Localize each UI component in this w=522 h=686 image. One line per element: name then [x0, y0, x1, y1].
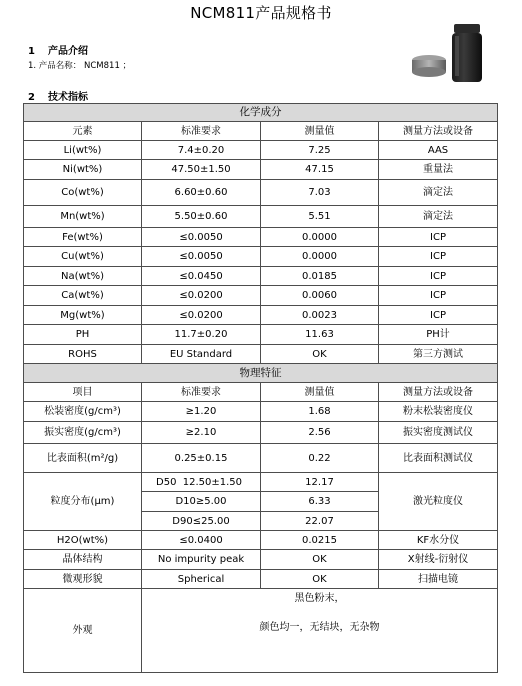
table-row	[24, 422, 498, 444]
column-header: 项目	[24, 383, 142, 402]
psd-label: 粒度分布(μm)	[24, 473, 142, 531]
table-cell: 0.25±0.15	[142, 444, 261, 473]
table-cell: OK	[261, 550, 379, 570]
table-row	[24, 402, 498, 422]
column-header: 元素	[24, 122, 142, 141]
table-cell: ≤0.0200	[142, 306, 261, 325]
psd-d10-std: D10≥5.00	[142, 492, 261, 512]
table-cell: 振实密度(g/cm³)	[24, 422, 142, 444]
table-cell: 重量法	[379, 160, 498, 180]
psd-d50-std	[142, 473, 261, 492]
table-cell: 比表面积(m²/g)	[24, 444, 142, 473]
table-row	[24, 228, 498, 247]
table-cell: ICP	[379, 228, 498, 247]
table-cell: 粉末松装密度仪	[379, 402, 498, 422]
psd-d50-name: D50	[156, 476, 177, 488]
table-cell: OK	[261, 345, 379, 364]
table-cell: 11.7±0.20	[142, 325, 261, 345]
section-title: 技术指标	[48, 92, 88, 103]
table-cell: ≥1.20	[142, 402, 261, 422]
psd-d50-range: 12.50±1.50	[182, 476, 242, 488]
table-cell: KF水分仪	[379, 531, 498, 550]
table-cell: Mg(wt%)	[24, 306, 142, 325]
table-row	[24, 444, 498, 473]
table-cell: ≤0.0450	[142, 267, 261, 286]
spec-table	[23, 103, 498, 673]
table-row	[24, 286, 498, 306]
table-cell: 7.4±0.20	[142, 141, 261, 160]
table-cell: 0.0185	[261, 267, 379, 286]
table-cell: ROHS	[24, 345, 142, 364]
table-cell: 0.0215	[261, 531, 379, 550]
table-cell: Mn(wt%)	[24, 206, 142, 228]
column-header: 测量值	[261, 383, 379, 402]
table-cell: 晶体结构	[24, 550, 142, 570]
table-cell: PH	[24, 325, 142, 345]
table-cell: 扫描电镜	[379, 570, 498, 589]
table-cell: Ni(wt%)	[24, 160, 142, 180]
table-cell: 2.56	[261, 422, 379, 444]
psd-d90-value: 22.07	[261, 512, 379, 531]
column-header: 测量方法或设备	[379, 383, 498, 402]
chem-section-header: 化学成分	[24, 104, 498, 122]
table-cell: 微观形貌	[24, 570, 142, 589]
table-cell: Spherical	[142, 570, 261, 589]
table-cell: 5.50±0.60	[142, 206, 261, 228]
table-cell: 1.68	[261, 402, 379, 422]
table-row	[24, 206, 498, 228]
table-cell: 5.51	[261, 206, 379, 228]
table-row	[24, 531, 498, 550]
column-header: 标准要求	[142, 122, 261, 141]
table-cell: Li(wt%)	[24, 141, 142, 160]
table-row	[24, 325, 498, 345]
table-cell: 0.0023	[261, 306, 379, 325]
table-cell: 比表面积测试仪	[379, 444, 498, 473]
table-cell: ≤0.0050	[142, 247, 261, 267]
table-cell: Na(wt%)	[24, 267, 142, 286]
section-number: 2	[28, 92, 35, 103]
table-row	[24, 141, 498, 160]
table-cell: 47.50±1.50	[142, 160, 261, 180]
appearance-line-2: 颜色均一，无结块，无杂物	[259, 622, 380, 633]
table-cell: OK	[261, 570, 379, 589]
table-row	[24, 345, 498, 364]
table-cell: EU Standard	[142, 345, 261, 364]
table-cell: 振实密度测试仪	[379, 422, 498, 444]
table-cell: X射线-衍射仪	[379, 550, 498, 570]
table-cell: ≤0.0050	[142, 228, 261, 247]
table-cell: 第三方测试	[379, 345, 498, 364]
table-cell: No impurity peak	[142, 550, 261, 570]
appearance-label: 外观	[24, 589, 142, 673]
table-cell: PH计	[379, 325, 498, 345]
psd-method: 激光粒度仪	[379, 473, 498, 531]
table-row	[24, 180, 498, 206]
table-row	[24, 550, 498, 570]
table-cell: ICP	[379, 286, 498, 306]
table-cell: 7.03	[261, 180, 379, 206]
phys-section-header: 物理特征	[24, 364, 498, 383]
column-header: 测量方法或设备	[379, 122, 498, 141]
table-row	[24, 267, 498, 286]
table-cell: ICP	[379, 247, 498, 267]
table-cell: 0.0000	[261, 228, 379, 247]
psd-d50-value: 12.17	[261, 473, 379, 492]
table-cell: 6.60±0.60	[142, 180, 261, 206]
section-heading-intro	[28, 42, 88, 57]
appearance-desc	[142, 589, 498, 673]
table-cell: 0.0060	[261, 286, 379, 306]
column-header: 标准要求	[142, 383, 261, 402]
table-row	[24, 473, 498, 492]
table-cell: 7.25	[261, 141, 379, 160]
table-row	[24, 570, 498, 589]
column-header: 测量值	[261, 122, 379, 141]
section-title: 产品介绍	[48, 46, 88, 57]
table-cell: 0.22	[261, 444, 379, 473]
section-heading-specs	[28, 88, 88, 103]
table-cell: 滴定法	[379, 206, 498, 228]
table-row	[24, 589, 498, 673]
table-cell: 47.15	[261, 160, 379, 180]
table-cell: H2O(wt%)	[24, 531, 142, 550]
table-cell: Fe(wt%)	[24, 228, 142, 247]
table-cell: 滴定法	[379, 180, 498, 206]
table-cell: Ca(wt%)	[24, 286, 142, 306]
table-cell: 0.0000	[261, 247, 379, 267]
table-cell: AAS	[379, 141, 498, 160]
table-row	[24, 306, 498, 325]
psd-d10-value: 6.33	[261, 492, 379, 512]
table-row	[24, 247, 498, 267]
table-cell: ICP	[379, 306, 498, 325]
table-row	[24, 160, 498, 180]
table-cell: Cu(wt%)	[24, 247, 142, 267]
product-name-line: 1. 产品名称： NCM811 ；	[28, 61, 132, 71]
table-cell: 11.63	[261, 325, 379, 345]
document-title: NCM811产品规格书	[190, 4, 332, 22]
table-cell: ≥2.10	[142, 422, 261, 444]
table-cell: ≤0.0400	[142, 531, 261, 550]
product-sample-image	[412, 24, 492, 86]
table-cell: 松装密度(g/cm³)	[24, 402, 142, 422]
table-cell: ICP	[379, 267, 498, 286]
appearance-line-1: 黑色粉末，	[294, 593, 345, 604]
table-cell: Co(wt%)	[24, 180, 142, 206]
table-cell: ≤0.0200	[142, 286, 261, 306]
psd-d90-std: D90≤25.00	[142, 512, 261, 531]
section-number: 1	[28, 46, 35, 57]
